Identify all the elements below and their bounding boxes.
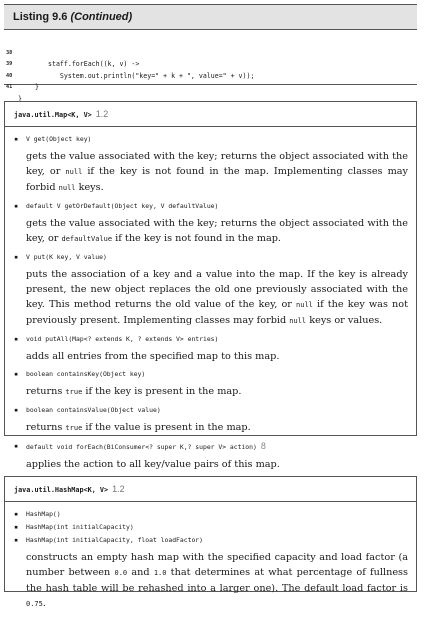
api-signature [14,508,408,521]
description-text: if the key is present in the map. [82,386,242,397]
listing-title: Listing 9.6 [13,11,68,23]
bullet-icon: ▪ [14,202,19,210]
inline-code: true [65,424,83,432]
description-text: if the key is not found in the map. [112,233,281,244]
signature-text: boolean containsValue(Object value) [26,406,161,414]
description-text: constructs an empty hash map with the specified capacity and load factor (a number between [26,552,408,578]
api-description [14,149,408,196]
api-description [14,420,408,436]
description-text: if the value is present in the map. [82,422,251,433]
description-text: keys. [75,182,104,193]
description-text: gets the value associated with the key; returns the object associated with the key, or [26,151,408,177]
api-signature [14,251,408,264]
api-description [14,457,408,472]
inline-code: 1.0 [153,569,167,577]
hashmap-api-box [4,476,417,609]
line-number: 38 [6,49,13,56]
bullet-icon: ▪ [14,510,19,518]
api-signature [14,368,408,381]
description-text: keys or values. [306,315,383,326]
bullet-icon: ▪ [14,536,19,544]
inline-code: 0.0 [114,569,128,577]
api-description [14,384,408,400]
api-signature [14,521,408,534]
line-number: 41 [6,84,13,90]
inline-code: 0.75 [26,600,43,608]
description-text: if the key is not found in the map. Implementing classes may forbid [26,166,408,193]
api-signature [14,404,408,417]
signature-text: V put(K key, V value) [26,253,107,261]
line-number: 40 [6,72,13,79]
description-text: applies the action to all key/value pairs of this map. [26,459,280,470]
api-body [5,502,416,622]
api-signature [14,534,408,547]
inline-code: defaultValue [61,235,113,243]
api-body [5,127,416,482]
api-signature [14,333,408,346]
map-api-box [4,101,417,470]
inline-code: null [296,301,313,309]
description-text: if the key was not previously present. Implementing classes may forbid [26,299,408,326]
inline-code: null [65,168,83,176]
code-listing [4,4,417,103]
api-header [5,477,416,502]
bullet-icon: ▪ [14,442,19,450]
description-text: gets the value associated with the key; returns the object associated with the key, or [26,218,408,244]
signature-text: HashMap(int initialCapacity, float loadFactor) [26,536,203,544]
inline-code: true [65,388,83,396]
signature-text: HashMap() [26,510,61,518]
bullet-icon: ▪ [14,135,19,143]
code-text: } [35,83,39,91]
signature-text: V get(Object key) [26,135,92,143]
api-header [5,102,416,127]
bullet-icon: ▪ [14,253,19,261]
description-text: puts the association of a key and a value into the map. If the key is already present, the new object replaces the old one previously associated with the key. This method returns the old value of the key, or [26,269,408,310]
signature-text: boolean containsKey(Object key) [26,370,146,378]
description-text: returns [26,386,66,397]
description-text: that determines at what percentage of fullness the hash table will be rehashed into a larger one). The default load factor is [26,567,408,594]
code-text: } [18,94,22,103]
since-version: 8 [260,441,266,451]
bullet-icon: ▪ [14,406,19,414]
signature-text: default void forEach(BiConsumer<? super K,? super V> action) [26,443,257,451]
api-description [14,216,408,247]
api-class-name: java.util.HashMap<K, V> [14,486,109,494]
api-signature [14,200,408,213]
api-version: 1.2 [95,109,109,119]
api-signature [14,133,408,146]
listing-header [4,4,417,30]
description-text: adds all entries from the specified map to this map. [26,351,280,362]
description-text: . [42,598,46,609]
api-class-name: java.util.Map<K, V> [14,111,92,119]
code-block [4,36,417,103]
api-description [14,349,408,364]
listing-divider [4,84,417,85]
code-text: staff.forEach((k, v) -> [48,60,140,68]
signature-text: default V getOrDefault(Object key, V defaultValue) [26,202,219,210]
bullet-icon: ▪ [14,523,19,531]
code-line [4,71,417,103]
inline-code: null [58,184,76,192]
api-version: 1.2 [112,484,125,494]
listing-continued-label: (Continued) [70,11,133,23]
code-text: System.out.println("key=" + k + ", value=" + v)); [48,71,255,80]
signature-text: void putAll(Map<? extends K, ? extends V> entries) [26,335,219,343]
bullet-icon: ▪ [14,335,19,343]
bullet-icon: ▪ [14,370,19,378]
description-text: and [127,567,154,578]
api-signature [14,440,408,454]
api-description [14,267,408,329]
api-description [14,550,408,612]
inline-code: null [289,317,307,325]
description-text: returns [26,422,66,433]
line-number: 39 [6,61,13,67]
signature-text: HashMap(int initialCapacity) [26,523,134,531]
